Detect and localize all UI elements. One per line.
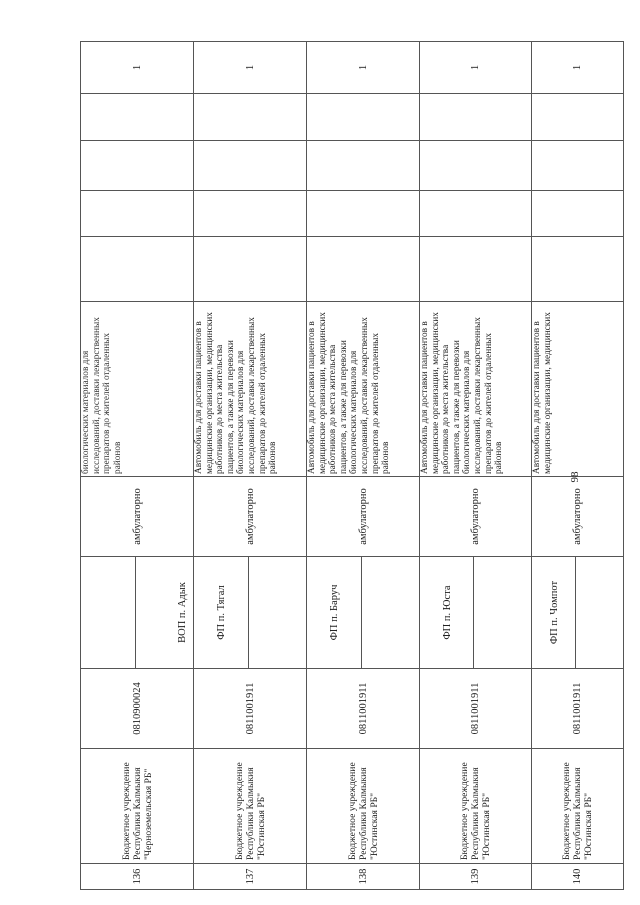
empty-cell [194,237,307,302]
empty-cell [420,141,532,191]
medical-point-cell [81,557,194,669]
care-mode: амбулаторно [532,477,624,557]
page-number: 98 [569,471,581,483]
medical-point-cell [532,557,624,669]
medical-point-cell [420,557,532,669]
rotated-table-container [80,42,623,890]
empty-cell [532,237,624,302]
empty-cell [81,94,194,141]
empty-cell [307,191,420,237]
care-mode: амбулаторно [420,477,532,557]
vehicle-purpose-cell [194,302,307,477]
medical-point-lower [362,557,419,668]
empty-cell [420,237,532,302]
empty-cell [532,94,624,141]
vehicle-purpose: Автомобиль для доставки пациентов в медицинские организации, медицинских работников до места жительства пациентов, а также для перевозки биологических материалов для исследований, доставки лекарственных препаратов до жителей отдаленных районов [420,312,505,474]
care-mode: амбулаторно [194,477,307,557]
medical-point-lower [474,557,530,668]
empty-cell [420,191,532,237]
medical-point-lower [576,557,622,668]
medical-point-name: ФП п. Чомпот [533,557,576,668]
empty-cell [307,237,420,302]
medical-point-name: ФП п. Баруч [308,557,362,668]
empty-cell [532,191,624,237]
vehicle-purpose-cell [307,302,420,477]
medical-point-name: ВОП п. Адык [177,582,188,643]
vehicle-purpose: Автомобиль для доставки пациентов в медицинские организации, медицинских работников до места жительства пациентов, а также для перевозки биологических материалов для исследований, доставки лекарственных препаратов до жителей отдаленных районов [307,312,392,474]
organization-name: Бюджетное учреждение Республики Калмыкия "Юстинская РБ" [420,749,532,864]
organization-name: Бюджетное учреждение Республики Калмыкия "Юстинская РБ" [532,749,624,864]
table-row [420,42,532,890]
medical-point-lower [249,557,306,668]
row-number: 139 [420,864,532,890]
care-mode: амбулаторно [81,477,194,557]
medical-point-cell [194,557,307,669]
medical-point-upper [82,557,136,668]
organization-code: 0811001911 [194,669,307,749]
row-number: 136 [81,864,194,890]
vehicle-quantity: 1 [81,42,194,94]
organization-code: 0811001911 [532,669,624,749]
medical-point-name: ФП п. Юста [421,557,474,668]
vehicle-purpose: Автомобиль для доставки пациентов в медицинские организации, медицинских работников до места жительства пациентов, а также для перевозки биологических материалов для исследований, доставки лекарственных препаратов до жителей отдаленных районов [194,312,279,474]
table-row [307,42,420,890]
empty-cell [194,94,307,141]
vehicle-quantity: 1 [532,42,624,94]
organization-code: 0811001911 [307,669,420,749]
vehicle-purpose-cell [532,302,624,477]
empty-cell [81,191,194,237]
vehicle-quantity: 1 [307,42,420,94]
organization-name: Бюджетное учреждение Республики Калмыкия "Юстинская РБ" [307,749,420,864]
table-body [81,42,624,890]
empty-cell [420,94,532,141]
vehicle-purpose-continuation: биологических материалов для исследований, доставки лекарственных препаратов до жителей отдаленных районов [81,317,123,474]
empty-cell [81,237,194,302]
organization-name: Бюджетное учреждение Республики Калмыкия "Юстинская РБ" [194,749,307,864]
organization-code: 0811001911 [420,669,532,749]
row-number: 137 [194,864,307,890]
vehicle-quantity: 1 [420,42,532,94]
care-mode: амбулаторно [307,477,420,557]
table-row [532,42,624,890]
empty-cell [532,141,624,191]
empty-cell [194,191,307,237]
table-row [81,42,194,890]
vehicle-purpose-cell [420,302,532,477]
row-number: 140 [532,864,624,890]
vehicle-quantity: 1 [194,42,307,94]
medical-point-cell [307,557,420,669]
vehicle-purpose: Автомобиль для доставки пациентов в медицинские организации, медицинских [532,312,553,474]
table-row [194,42,307,890]
organization-code: 0810900024 [81,669,194,749]
empty-cell [81,141,194,191]
organization-name: Бюджетное учреждение Республики Калмыкия "Черноземельская РБ" [81,749,194,864]
vehicle-purpose-cell [81,302,194,477]
row-number: 138 [307,864,420,890]
empty-cell [307,141,420,191]
vehicle-allocation-table [80,41,624,890]
medical-point-name: ФП п. Тягал [195,557,249,668]
empty-cell [307,94,420,141]
empty-cell [194,141,307,191]
